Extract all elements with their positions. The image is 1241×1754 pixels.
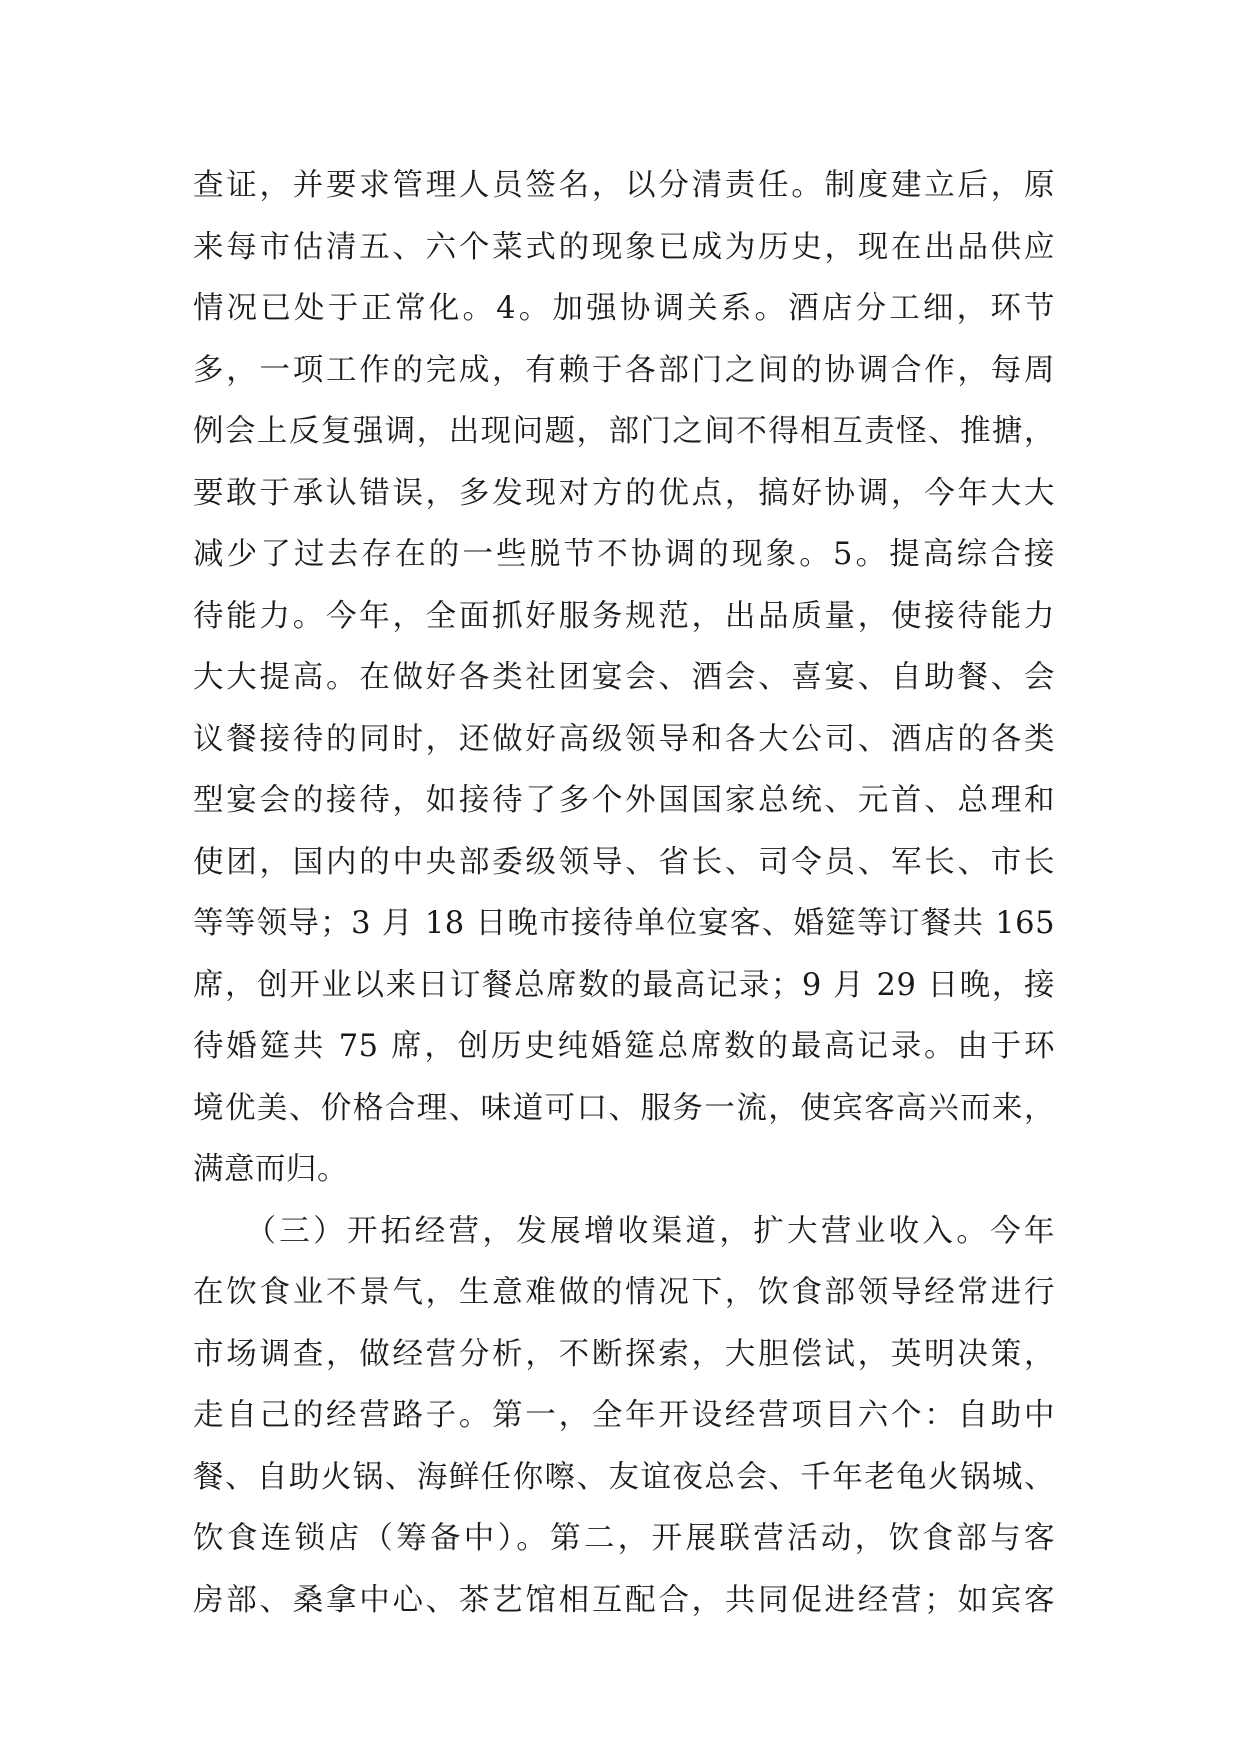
text-line: 使团，国内的中央部委级领导、省长、司令员、军长、市长 — [193, 844, 1055, 880]
text-line: 多，一项工作的完成，有赖于各部门之间的协调合作，每周 — [193, 352, 1055, 388]
text-line: 情况已处于正常化。4。加强协调关系。酒店分工细，环节 — [193, 291, 1055, 326]
text-line: 例会上反复强调，出现问题，部门之间不得相互责怪、推搪， — [193, 414, 1055, 449]
text-line: 减少了过去存在的一些脱节不协调的现象。5。提高综合接 — [193, 537, 1055, 572]
text-line: 席，创开业以来日订餐总席数的最高记录；9 月 29 日晚，接 — [193, 967, 1055, 1003]
paragraph-end-line: 满意而归。 — [193, 1152, 348, 1187]
text-line: 查证，并要求管理人员签名，以分清责任。制度建立后，原 — [193, 168, 1055, 203]
section-heading-line: （三）开拓经营，发展增收渠道，扩大营业收入。今年 — [193, 1213, 1055, 1249]
text-line: 市场调查，做经营分析，不断探索，大胆偿试，英明决策， — [193, 1336, 1055, 1372]
text-line: 等等领导；3 月 18 日晚市接待单位宴客、婚筵等订餐共 165 — [193, 906, 1055, 941]
text-line: 走自己的经营路子。第一，全年开设经营项目六个：自助中 — [193, 1398, 1055, 1433]
text-line: 议餐接待的同时，还做好高级领导和各大公司、酒店的各类 — [193, 721, 1055, 757]
text-line: 餐、自助火锅、海鲜任你嚓、友谊夜总会、千年老龟火锅城、 — [193, 1459, 1055, 1495]
text-line: 来每市估清五、六个菜式的现象已成为历史，现在出品供应 — [193, 229, 1055, 265]
text-line: 大大提高。在做好各类社团宴会、酒会、喜宴、自助餐、会 — [193, 660, 1055, 695]
text-line: 饮食连锁店（筹备中）。第二，开展联营活动，饮食部与客 — [193, 1521, 1055, 1556]
text-line: 待婚筵共 75 席，创历史纯婚筵总席数的最高记录。由于环 — [193, 1029, 1055, 1064]
text-line: 要敢于承认错误，多发现对方的优点，搞好协调，今年大大 — [193, 475, 1055, 511]
text-line: 在饮食业不景气，生意难做的情况下，饮食部领导经常进行 — [193, 1275, 1055, 1310]
text-line: 房部、桑拿中心、茶艺馆相互配合，共同促进经营；如宾客 — [193, 1582, 1055, 1618]
text-line: 待能力。今年，全面抓好服务规范，出品质量，使接待能力 — [193, 598, 1055, 634]
body-text — [193, 155, 1055, 1631]
text-line: 境优美、价格合理、味道可口、服务一流，使宾客高兴而来， — [193, 1090, 1055, 1126]
text-line: 型宴会的接待，如接待了多个外国国家总统、元首、总理和 — [193, 783, 1055, 818]
